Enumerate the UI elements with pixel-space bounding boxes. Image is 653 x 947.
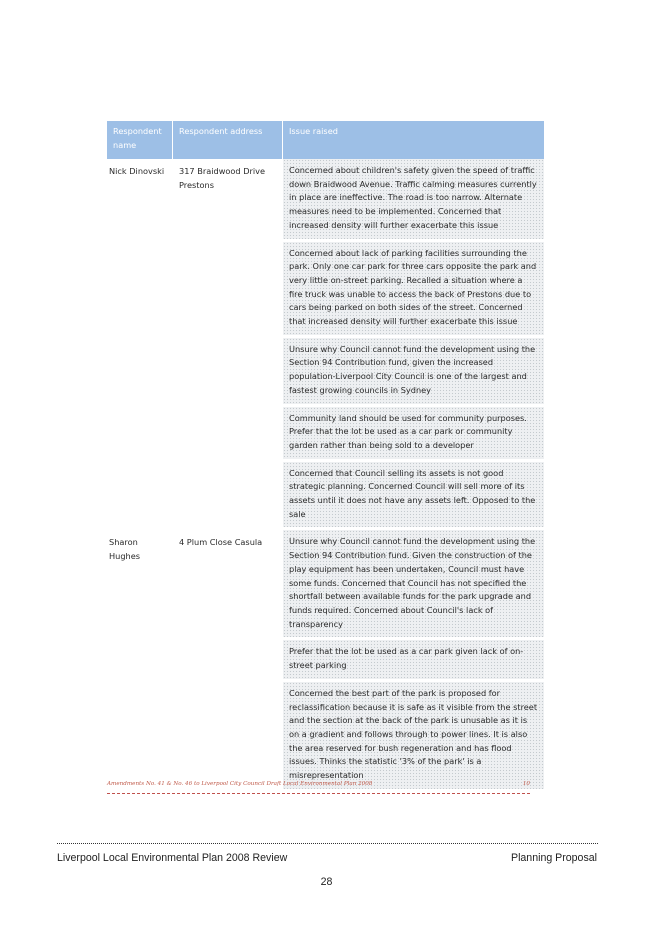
respondent-address-cell: 4 Plum Close Casula (173, 530, 283, 791)
issue-cell: Concerned about children's safety given the speed of traffic down Braidwood Avenue. Traffic calming measures currently in place are ineffective. The road is too narrow. Alternate measures need to be implemented. Concerned that increased density will further exacerbate this issue (283, 159, 544, 242)
table-row (107, 530, 544, 640)
embedded-footer-page: 10 (522, 781, 530, 787)
respondent-address-cell: 317 Braidwood Drive Prestons (173, 159, 283, 530)
footer-document-type: Planning Proposal (511, 852, 597, 864)
footer-divider (57, 843, 598, 844)
issue-cell: Community land should be used for community purposes. Prefer that the lot be used as a car park or community garden rather than being sold to a developer (283, 407, 544, 462)
page-number: 28 (320, 876, 333, 888)
embedded-footer-text: Amendments No. 41 & No. 46 to Liverpool City Council Draft Local Environmental Plan 2008 (107, 781, 373, 787)
header-respondent-address: Respondent address (173, 121, 283, 159)
issue-cell: Concerned the best part of the park is proposed for reclassification because it is safe as it visible from the street and the section at the back of the park is unusable as it is on a gradient and follows through to power lines. It is also the area reserved for bush regeneration and has flood issues. Thinks the statistic '3% of the park' is a misrepresentation (283, 682, 544, 792)
embedded-document-footer (107, 777, 530, 794)
issue-cell: Concerned about lack of parking facilities surrounding the park. Only one car park for three cars opposite the park and very little on-street parking. Recalled a situation where a fire truck was unable to access the back of Prestons due to cars being parked on both sides of the street. Concerned that increased density will further exacerbate this issue (283, 242, 544, 338)
table-row (107, 159, 544, 242)
issue-cell: Unsure why Council cannot fund the development using the Section 94 Contribution fund. Given the construction of the play equipment has been undertaken, Council must have some funds. Concerned that Council has not specified the shortfall between available funds for the park upgrade and funds required. Concerned about Council's lack of transparency (283, 530, 544, 640)
table-header-row (107, 121, 544, 159)
issue-cell: Concerned that Council selling its assets is not good strategic planning. Concerned Council will sell more of its assets until it does not have any assets left. Opposed to the sale (283, 462, 544, 531)
issue-cell: Unsure why Council cannot fund the development using the Section 94 Contribution fund, given the increased population-Liverpool City Council is one of the largest and fastest growing councils in Sydney (283, 338, 544, 407)
submissions-table (107, 121, 544, 792)
respondent-name-cell: Sharon Hughes (107, 530, 173, 791)
header-issue-raised: Issue raised (283, 121, 544, 159)
issue-cell: Prefer that the lot be used as a car park given lack of on-street parking (283, 640, 544, 681)
header-respondent-name: Respondent name (107, 121, 173, 159)
respondent-name-cell: Nick Dinovski (107, 159, 173, 530)
footer-document-title: Liverpool Local Environmental Plan 2008 Review (57, 852, 288, 864)
